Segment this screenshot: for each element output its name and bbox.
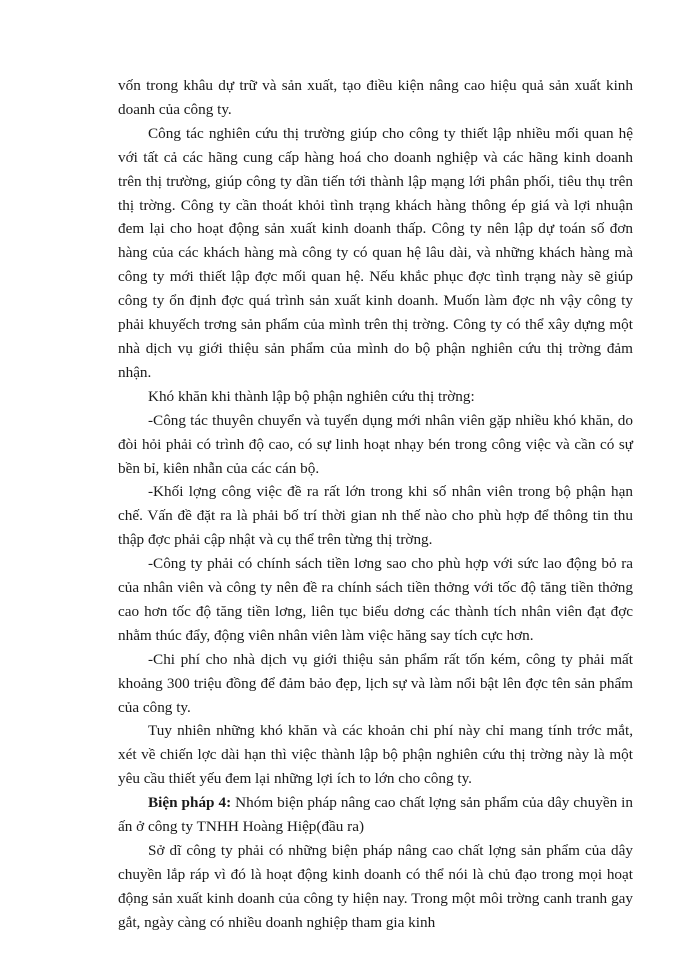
paragraph-continuation: vốn trong khâu dự trữ và sản xuất, tạo điều kiện nâng cao hiệu quả sản xuất kinh doanh của công ty. — [118, 77, 633, 118]
document-page — [118, 74, 633, 935]
paragraph-costs: -Chi phí cho nhà dịch vụ giới thiệu sản phẩm rất tốn kém, công ty phải mất khoảng 300 triệu đồng để đảm bảo đẹp, lịch sự và làm nổi bật lên đợc tên sản phẩm của công ty. — [118, 650, 633, 716]
measure-title: Nhóm biện pháp nâng cao chất lợng sản phẩm của dây chuyền in ấn ở công ty TNHH Hoàng Hiệp(đầu ra) — [118, 794, 633, 836]
measure-label: Biện pháp 4: — [148, 794, 232, 812]
paragraph-measure-4 — [118, 791, 633, 839]
paragraph-market-research: Công tác nghiên cứu thị trường giúp cho công ty thiết lập nhiều mối quan hệ với tất cả các hãng cung cấp hàng hoá cho doanh nghiệp và các hãng kinh doanh trên thị trường, giúp công ty dần tiến tới thành lập mạng lới phân phối, tiêu thụ trên thị trờng. Công ty cần thoát khỏi tình trạng khách hàng thông ép giá và lợi nhuận đem lại cho hoạt động sản xuất kinh doanh thấp. Công ty nên lập dự toán số đơn hàng của các khách hàng mà công ty có quan hệ lâu dài, và những khách hàng mà công ty mới thiết lập đợc mối quan hệ. Nếu khắc phục đợc tình trạng này sẽ giúp công ty ổn định đợc quá trình sản xuất kinh doanh. Muốn làm đợc nh vậy công ty phải khuyếch trơng sản phẩm của mình trên thị trờng. Công ty có thể xây dựng một nhà dịch vụ giới thiệu sản phẩm của mình do bộ phận nghiên cứu thị trờng đảm nhận. — [118, 124, 633, 381]
paragraph-quality-reason: Sở dĩ công ty phải có những biện pháp nâng cao chất lợng sản phẩm của dây chuyền lắp ráp vì đó là hoạt động kinh doanh có thể nói là chủ đạo trong mọi hoạt động sản xuất kinh doanh của công ty hiện nay. Trong một môi trờng canh tranh gay gắt, ngày càng có nhiều doanh nghiệp tham gia kinh — [118, 842, 633, 931]
paragraph-workload: -Khối lợng công việc đề ra rất lớn trong khi số nhân viên trong bộ phận hạn chế. Vấn đề đặt ra là phải bố trí thời gian nh thế nào cho phù hợp để thông tin thu thập đợc phải cập nhật và cụ thể trên từng thị trờng. — [118, 483, 633, 549]
paragraph-conclusion: Tuy nhiên những khó khăn và các khoản chi phí này chỉ mang tính trớc mắt, xét về chiến lợc dài hạn thì việc thành lập bộ phận nghiên cứu thị trờng này là một yêu cầu thiết yếu đem lại những lợi ích to lớn cho công ty. — [118, 722, 633, 788]
paragraph-salary-policy: -Công ty phải có chính sách tiền lơng sao cho phù hợp với sức lao động bỏ ra của nhân viên và công ty nên đề ra chính sách tiền thởng với tốc độ tăng tiền thởng cao hơn tốc độ tăng tiền lơng, liên tục biểu dơng các thành tích nhân viên đạt đợc nhằm thúc đẩy, động viên nhân viên làm việc hăng say tích cực hơn. — [118, 555, 633, 644]
paragraph-recruitment: -Công tác thuyên chuyển và tuyển dụng mới nhân viên gặp nhiều khó khăn, do đòi hỏi phải có trình độ cao, có sự linh hoạt nhạy bén trong công việc và cần có sự bền bỉ, kiên nhẫn của các cán bộ. — [118, 411, 633, 477]
paragraph-difficulties-heading: Khó khăn khi thành lập bộ phận nghiên cứu thị trờng: — [148, 387, 475, 405]
